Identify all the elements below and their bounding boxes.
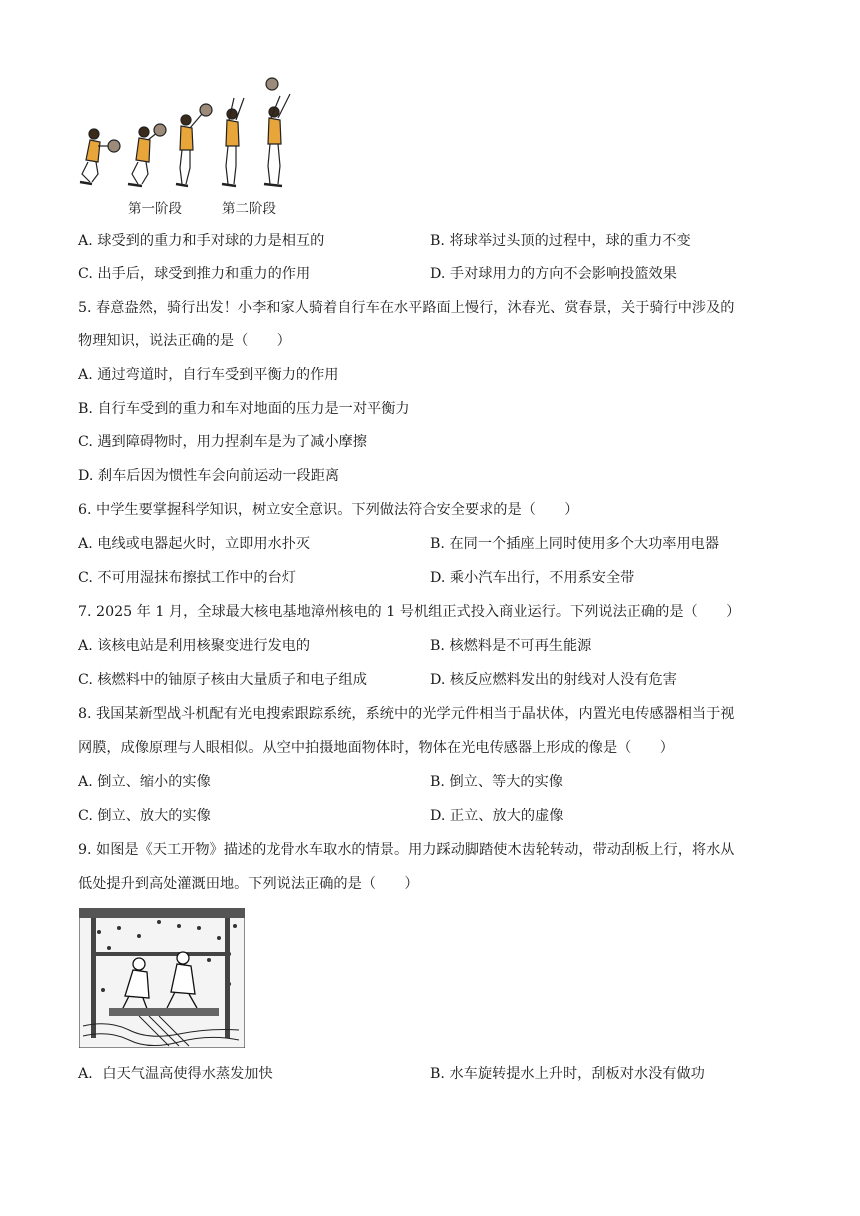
q8-option-d: D. 正立、放大的虚像 — [430, 808, 564, 824]
q7-option-c: C. 核燃料中的铀原子核由大量质子和电子组成 — [78, 672, 367, 688]
water-wheel-woodcut-figure — [79, 908, 245, 1048]
q4-option-b: B. 将球举过头顶的过程中，球的重力不变 — [430, 233, 691, 249]
figure-caption-stage-1: 第一阶段 — [128, 201, 182, 217]
q6-option-b: B. 在同一个插座上同时使用多个大功率用电器 — [430, 536, 720, 552]
q8-option-a: A. 倒立、缩小的实像 — [78, 774, 211, 790]
q5-stem-line-1: 5. 春意盎然，骑行出发！小李和家人骑着自行车在水平路面上慢行，沐春光、赏春景，关于骑行中涉及的 — [78, 300, 735, 316]
q4-option-d: D. 手对球用力的方向不会影响投篮效果 — [430, 266, 677, 282]
q5-option-b: B. 自行车受到的重力和车对地面的压力是一对平衡力 — [78, 401, 410, 417]
q5-option-d: D. 刹车后因为惯性车会向前运动一段距离 — [78, 468, 340, 484]
q5-stem-line-2: 物理知识，说法正确的是（ ） — [78, 333, 291, 349]
q7-option-b: B. 核燃料是不可再生能源 — [430, 638, 592, 654]
q9-option-b: B. 水车旋转提水上升时，刮板对水没有做功 — [430, 1066, 705, 1082]
q9-stem-line-1: 9. 如图是《天工开物》描述的龙骨水车取水的情景。用力踩动脚踏使木齿轮转动，带动刮板上行，将水从 — [78, 842, 735, 858]
q8-stem-line-1: 8. 我国某新型战斗机配有光电搜索跟踪系统，系统中的光学元件相当于晶状体，内置光电传感器相当于视 — [78, 706, 735, 722]
q6-option-c: C. 不可用湿抹布擦拭工作中的台灯 — [78, 570, 296, 586]
q6-option-a: A. 电线或电器起火时，立即用水扑灭 — [78, 536, 311, 552]
q4-option-a: A. 球受到的重力和手对球的力是相互的 — [78, 233, 325, 249]
q7-stem-line-1: 7. 2025 年 1 月，全球最大核电基地漳州核电的 1 号机组正式投入商业运行。下列说法正确的是（ ） — [78, 604, 741, 620]
q9-stem-line-2: 低处提升到高处灌溉田地。下列说法正确的是（ ） — [78, 876, 419, 892]
q7-option-a: A. 该核电站是利用核聚变进行发电的 — [78, 638, 311, 654]
q7-option-d: D. 核反应燃料发出的射线对人没有危害 — [430, 672, 677, 688]
q5-option-a: A. 通过弯道时，自行车受到平衡力的作用 — [78, 367, 339, 383]
q8-stem-line-2: 网膜，成像原理与人眼相似。从空中拍摄地面物体时，物体在光电传感器上形成的像是（ ） — [78, 740, 674, 756]
q6-stem-line-1: 6. 中学生要掌握科学知识，树立安全意识。下列做法符合安全要求的是（ ） — [78, 502, 579, 518]
q4-option-c: C. 出手后，球受到推力和重力的作用 — [78, 266, 311, 282]
figure-caption-stage-2: 第二阶段 — [222, 201, 276, 217]
basketball-shooting-figure — [76, 74, 312, 196]
q6-option-d: D. 乘小汽车出行，不用系安全带 — [430, 570, 635, 586]
q5-option-c: C. 遇到障碍物时，用力捏刹车是为了减小摩擦 — [78, 434, 367, 450]
q8-option-b: B. 倒立、等大的实像 — [430, 774, 563, 790]
q8-option-c: C. 倒立、放大的实像 — [78, 808, 211, 824]
q9-option-a: A．白天气温高使得水蒸发加快 — [78, 1066, 273, 1082]
